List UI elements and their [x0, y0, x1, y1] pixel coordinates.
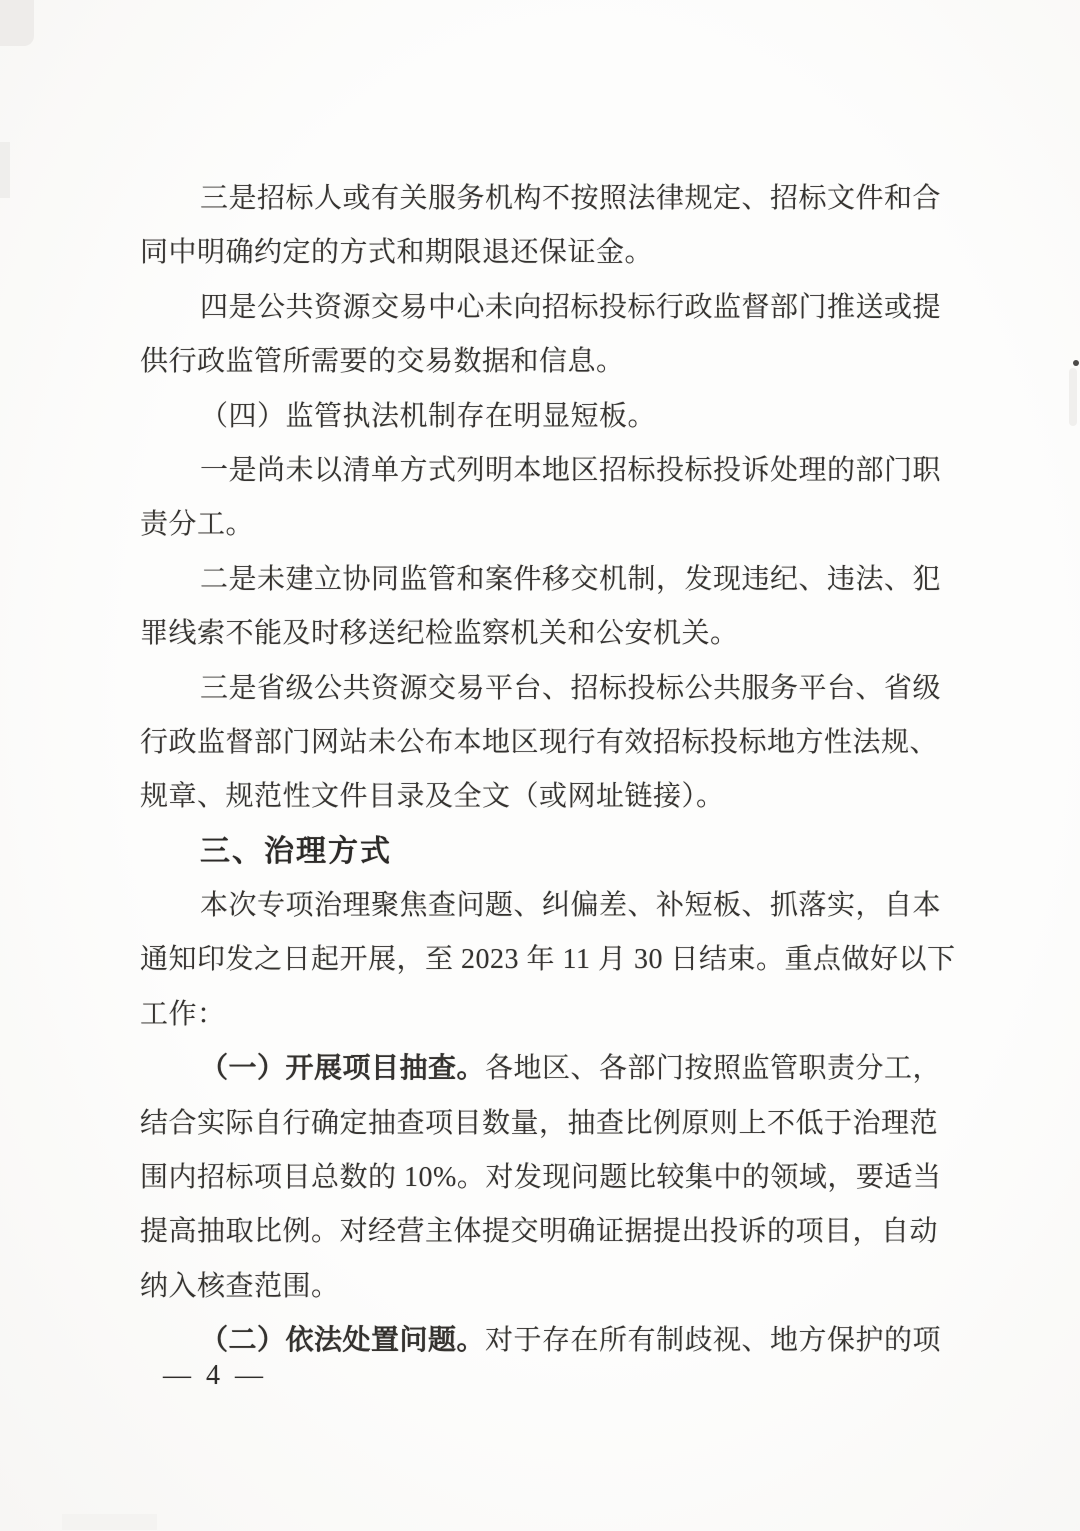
- text-line: 三是省级公共资源交易平台、招标投标公共服务平台、省级: [200, 672, 942, 704]
- line-text: 各地区、各部门按照监管职责分工，: [485, 1053, 942, 1085]
- subsection-heading: （四）监管执法机制存在明显短板。: [200, 400, 657, 432]
- scan-shadow-bottom: [62, 1514, 157, 1530]
- line-text: 对于存在所有制歧视、地方保护的项: [485, 1325, 942, 1357]
- text-line: 规章、规范性文件目录及全文（或网址链接）。: [140, 781, 725, 813]
- text-line: 结合实际自行确定抽查项目数量，抽查比例原则上不低于治理范: [140, 1107, 939, 1139]
- text-line: 二是未建立协同监管和案件移交机制，发现违纪、违法、犯: [200, 563, 942, 595]
- text-line: 四是公共资源交易中心未向招标投标行政监督部门推送或提: [200, 291, 942, 323]
- scan-speck: [1073, 360, 1079, 366]
- text-line: 同中明确约定的方式和期限退还保证金。: [140, 237, 654, 269]
- text-line: 纳入核查范围。: [140, 1270, 340, 1302]
- paragraph-lead: （二）依法处置问题。: [200, 1325, 486, 1357]
- text-line: 本次专项治理聚焦查问题、纠偏差、补短板、抓落实，自本: [200, 890, 942, 922]
- text-line: 责分工。: [140, 509, 255, 541]
- document-body: [140, 172, 956, 1369]
- text-line: 工作：: [140, 998, 226, 1030]
- text-line: 供行政监管所需要的交易数据和信息。: [140, 346, 625, 378]
- scan-shadow-top-left: [0, 0, 34, 46]
- text-line: 通知印发之日起开展，至 2023 年 11 月 30 日结束。重点做好以下: [140, 944, 956, 976]
- text-line: 三是招标人或有关服务机构不按照法律规定、招标文件和合: [200, 183, 942, 214]
- text-line: 行政监督部门网站未公布本地区现行有效招标投标地方性法规、: [140, 726, 939, 758]
- page-number: — 4 —: [163, 1360, 267, 1391]
- paragraph-lead: （一）开展项目抽查。: [200, 1053, 486, 1085]
- text-line: 罪线索不能及时移送纪检监察机关和公安机关。: [140, 618, 739, 650]
- scan-shadow-left-edge: [0, 142, 10, 198]
- scan-streak-right-edge: [1069, 368, 1077, 426]
- text-line: 围内招标项目总数的 10%。对发现问题比较集中的领域，要适当: [140, 1162, 942, 1194]
- text-line: 一是尚未以清单方式列明本地区招标投标投诉处理的部门职: [200, 454, 942, 486]
- text-line: [140, 1042, 950, 1096]
- section-heading: 三、治理方式: [200, 834, 392, 868]
- text-line: 提高抽取比例。对经营主体提交明确证据提出投诉的项目，自动: [140, 1216, 939, 1248]
